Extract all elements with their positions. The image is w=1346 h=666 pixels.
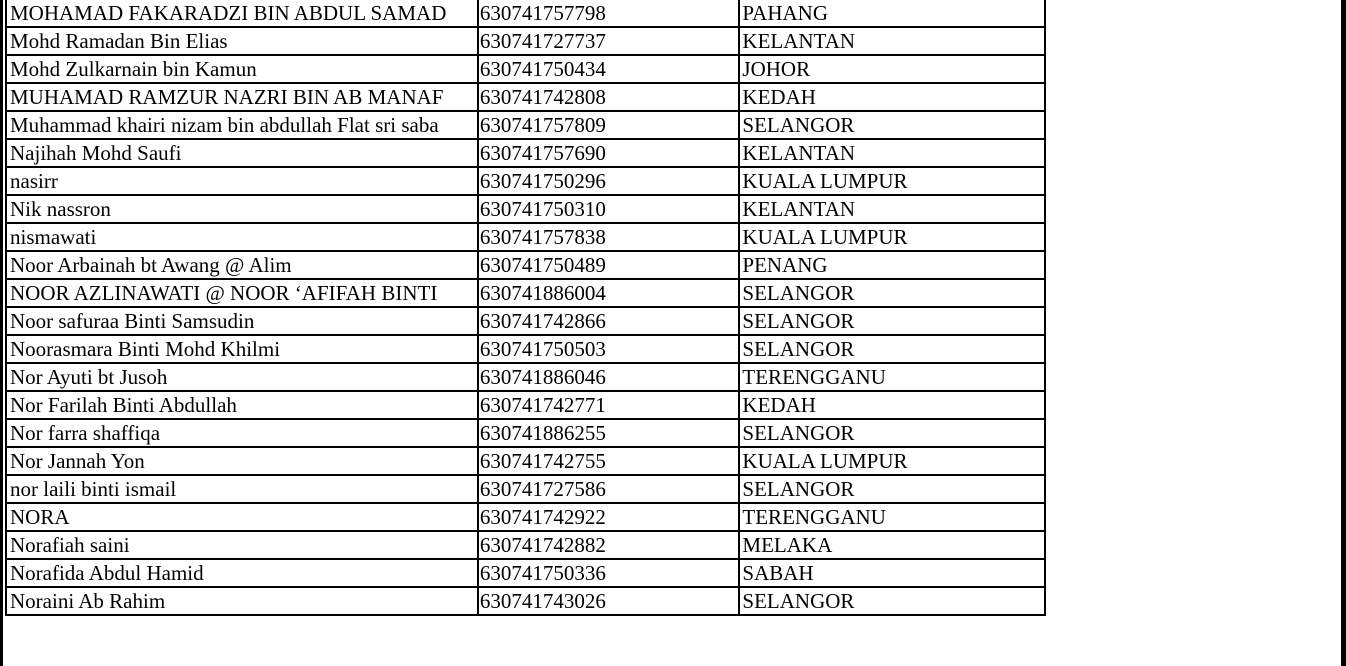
id-cell: 630741743026 [478,587,740,615]
state-cell: TERENGGANU [739,363,1045,391]
id-cell: 630741742771 [478,391,740,419]
table-row [6,279,1045,307]
name-cell: Norafida Abdul Hamid [6,559,478,587]
id-cell: 630741750310 [478,195,740,223]
state-cell: KUALA LUMPUR [739,223,1045,251]
name-cell: Nor farra shaffiqa [6,419,478,447]
id-cell: 630741886004 [478,279,740,307]
name-cell: nismawati [6,223,478,251]
table-row [6,251,1045,279]
name-cell: Nor Farilah Binti Abdullah [6,391,478,419]
state-cell: SELANGOR [739,279,1045,307]
name-cell: Noraini Ab Rahim [6,587,478,615]
table-row [6,223,1045,251]
state-cell: PAHANG [739,0,1045,27]
table-row [6,0,1045,27]
page-border-left [0,0,3,666]
name-cell: MUHAMAD RAMZUR NAZRI BIN AB MANAF [6,83,478,111]
state-cell: KEDAH [739,83,1045,111]
state-cell: SELANGOR [739,335,1045,363]
state-cell: TERENGGANU [739,503,1045,531]
name-cell: Nik nassron [6,195,478,223]
table-row [6,419,1045,447]
table-row [6,335,1045,363]
id-cell: 630741742882 [478,531,740,559]
state-cell: SELANGOR [739,307,1045,335]
state-cell: SABAH [739,559,1045,587]
state-cell: SELANGOR [739,419,1045,447]
id-cell: 630741886046 [478,363,740,391]
id-cell: 630741727737 [478,27,740,55]
state-cell: SELANGOR [739,475,1045,503]
table-row [6,363,1045,391]
id-cell: 630741757690 [478,139,740,167]
table-body [6,0,1045,615]
state-cell: MELAKA [739,531,1045,559]
table-row [6,559,1045,587]
table-row [6,391,1045,419]
name-cell: Mohd Ramadan Bin Elias [6,27,478,55]
id-cell: 630741742755 [478,447,740,475]
id-cell: 630741750336 [478,559,740,587]
table-row [6,195,1045,223]
id-cell: 630741750503 [478,335,740,363]
name-cell: nor laili binti ismail [6,475,478,503]
state-cell: SELANGOR [739,111,1045,139]
state-cell: KELANTAN [739,27,1045,55]
id-cell: 630741757809 [478,111,740,139]
id-cell: 630741742808 [478,83,740,111]
id-cell: 630741757838 [478,223,740,251]
table-row [6,531,1045,559]
name-cell: Mohd Zulkarnain bin Kamun [6,55,478,83]
name-cell: MOHAMAD FAKARADZI BIN ABDUL SAMAD [6,0,478,27]
state-cell: SELANGOR [739,587,1045,615]
table-row [6,307,1045,335]
table-row [6,27,1045,55]
records-table [5,0,1046,616]
id-cell: 630741742866 [478,307,740,335]
state-cell: KELANTAN [739,139,1045,167]
table-row [6,167,1045,195]
state-cell: KEDAH [739,391,1045,419]
table-row [6,55,1045,83]
table-row [6,475,1045,503]
id-cell: 630741757798 [478,0,740,27]
name-cell: Muhammad khairi nizam bin abdullah Flat sri saba [6,111,478,139]
table-row [6,139,1045,167]
id-cell: 630741750489 [478,251,740,279]
name-cell: Najihah Mohd Saufi [6,139,478,167]
state-cell: PENANG [739,251,1045,279]
id-cell: 630741742922 [478,503,740,531]
state-cell: JOHOR [739,55,1045,83]
table-row [6,447,1045,475]
state-cell: KUALA LUMPUR [739,447,1045,475]
name-cell: Noor Arbainah bt Awang @ Alim [6,251,478,279]
name-cell: Norafiah saini [6,531,478,559]
table-row [6,111,1045,139]
name-cell: Nor Jannah Yon [6,447,478,475]
table-row [6,83,1045,111]
table-row [6,503,1045,531]
name-cell: Nor Ayuti bt Jusoh [6,363,478,391]
document-table-container [5,0,1046,616]
table-row [6,587,1045,615]
name-cell: NOOR AZLINAWATI @ NOOR ‘AFIFAH BINTI [6,279,478,307]
name-cell: Noor safuraa Binti Samsudin [6,307,478,335]
name-cell: NORA [6,503,478,531]
name-cell: Noorasmara Binti Mohd Khilmi [6,335,478,363]
page-border-right [1341,0,1346,666]
id-cell: 630741886255 [478,419,740,447]
id-cell: 630741727586 [478,475,740,503]
state-cell: KUALA LUMPUR [739,167,1045,195]
id-cell: 630741750296 [478,167,740,195]
name-cell: nasirr [6,167,478,195]
state-cell: KELANTAN [739,195,1045,223]
id-cell: 630741750434 [478,55,740,83]
